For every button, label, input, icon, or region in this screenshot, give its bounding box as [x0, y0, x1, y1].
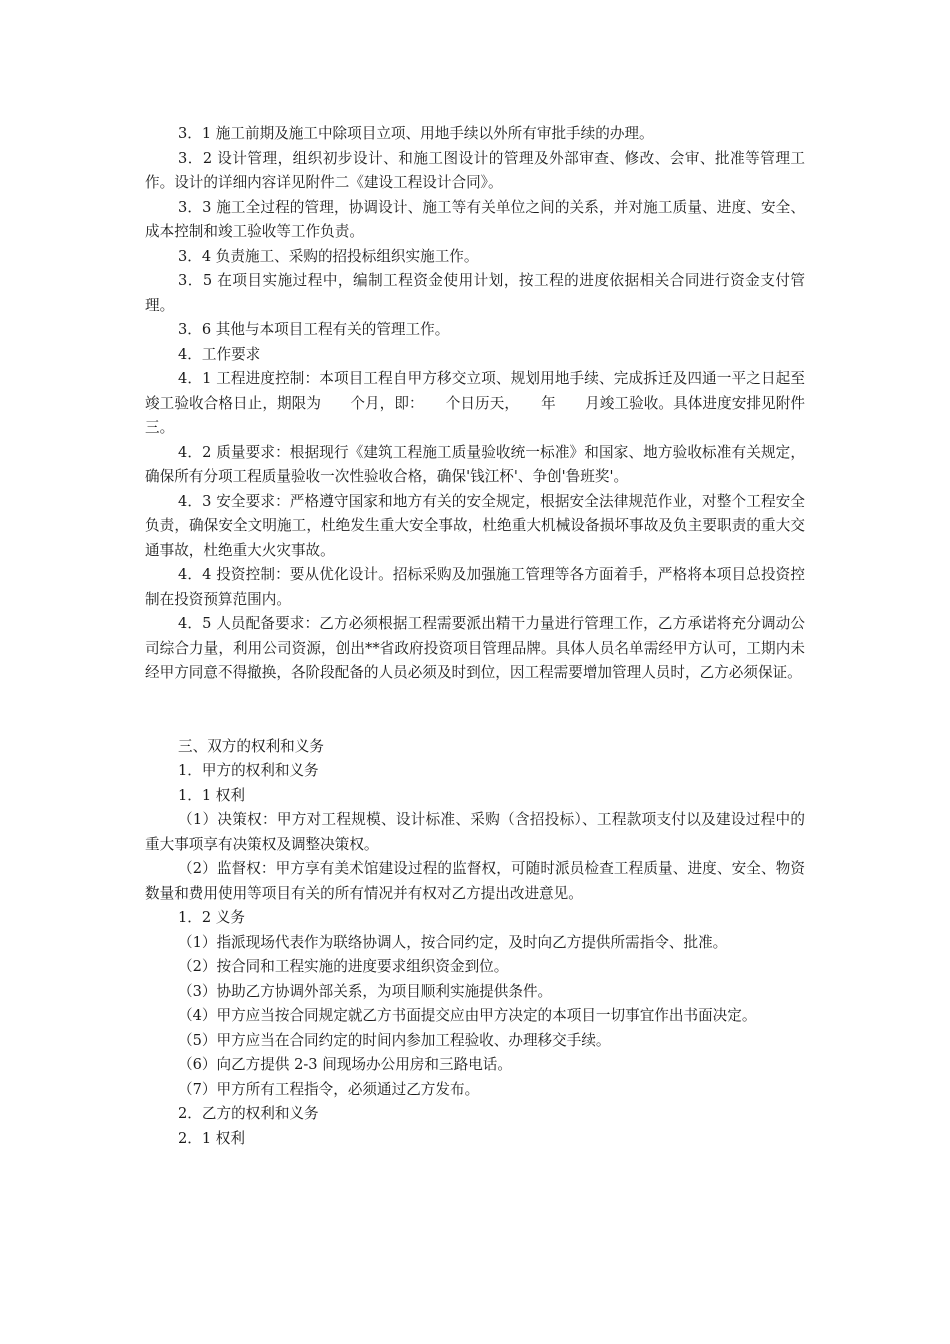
clause-3-1: 3．1 施工前期及施工中除项目立项、用地手续以外所有审批手续的办理。	[178, 125, 654, 142]
clause-4-4: 4．4 投资控制：要从优化设计。招标采购及加强施工管理等各方面着手，严格将本项目总投资控制在投资预算范围内。	[145, 566, 805, 608]
clause-4-5: 4．5 人员配备要求：乙方必须根据工程需要派出精干力量进行管理工作，乙方承诺将充分调动公司综合力量，利用公司资源，创出**省政府投资项目管理品牌。具体人员名单需经甲方认可，工期内未经甲方同意不得撤换，各阶段配备的人员必须及时到位，因工程需要增加管理人员时，乙方必须保证。	[145, 615, 805, 681]
party-a-right-2: （2）监督权：甲方享有美术馆建设过程的监督权，可随时派员检查工程质量、进度、安全、物资数量和费用使用等项目有关的所有情况并有权对乙方提出改进意见。	[145, 860, 805, 902]
heading-1-1-rights: 1．1 权利	[178, 786, 245, 804]
heading-4-work-requirements: 4．工作要求	[178, 345, 261, 363]
heading-1-2-obligations: 1．2 义务	[178, 909, 245, 926]
clause-3-3: 3．3 施工全过程的管理，协调设计、施工等有关单位之间的关系，并对施工质量、进度、安全、成本控制和竣工验收等工作负责。	[145, 198, 805, 240]
clause-4-3: 4．3 安全要求：严格遵守国家和地方有关的安全规定，根据安全法律规范作业，对整个工程安全负责，确保安全文明施工，杜绝发生重大安全事故，杜绝重大机械设备损坏事故及负主要职责的重大交通事故，杜绝重大火灾事故。	[145, 492, 805, 559]
clause-3-2: 3．2 设计管理，组织初步设计、和施工图设计的管理及外部审查、修改、会审、批准等管理工作。设计的详细内容详见附件二《建设工程设计合同》。	[145, 149, 805, 191]
heading-rights-and-obligations: 三、双方的权利和义务	[178, 737, 324, 755]
clause-3-6: 3．6 其他与本项目工程有关的管理工作。	[178, 321, 450, 338]
party-a-obligation-6: （6）向乙方提供 2-3 间现场办公用房和三路电话。	[178, 1056, 512, 1073]
clause-4-1: 4．1 工程进度控制：本项目工程自甲方移交立项、规划用地手续、完成拆迁及四通一平之日起至竣工验收合格日止，期限为 个月，即： 个日历天， 年 月竣工验收。具体进度安排见附件三。	[145, 370, 805, 436]
party-a-obligation-3: （3）协助乙方协调外部关系，为项目顺利实施提供条件。	[178, 982, 553, 1000]
party-a-obligation-7: （7）甲方所有工程指令，必须通过乙方发布。	[178, 1080, 480, 1098]
party-a-obligation-4: （4）甲方应当按合同规定就乙方书面提交应由甲方决定的本项目一切事宜作出书面决定。	[178, 1007, 757, 1024]
clause-3-5: 3．5 在项目实施过程中，编制工程资金使用计划，按工程的进度依据相关合同进行资金支付管理。	[145, 272, 805, 314]
clause-3-4: 3．4 负责施工、采购的招投标组织实施工作。	[178, 247, 479, 265]
heading-party-a: 1．甲方的权利和义务	[178, 762, 319, 779]
section-spacer	[145, 686, 805, 735]
clause-4-2: 4．2 质量要求：根据现行《建筑工程施工质量验收统一标准》和国家、地方验收标准有关规定，确保所有分项工程质量验收一次性验收合格，确保'钱江杯'、争创'鲁班奖'。	[145, 443, 805, 485]
heading-2-1-rights: 2．1 权利	[178, 1129, 245, 1147]
party-a-obligation-5: （5）甲方应当在合同约定的时间内参加工程验收、办理移交手续。	[178, 1031, 611, 1049]
document-page	[145, 122, 805, 1151]
party-a-obligation-1: （1）指派现场代表作为联络协调人，按合同约定，及时向乙方提供所需指令、批准。	[178, 933, 728, 951]
party-a-obligation-2: （2）按合同和工程实施的进度要求组织资金到位。	[178, 958, 509, 975]
heading-party-b: 2．乙方的权利和义务	[178, 1105, 319, 1122]
party-a-right-1: （1）决策权：甲方对工程规模、设计标准、采购（含招投标）、工程款项支付以及建设过程中的重大事项享有决策权及调整决策权。	[145, 811, 805, 853]
